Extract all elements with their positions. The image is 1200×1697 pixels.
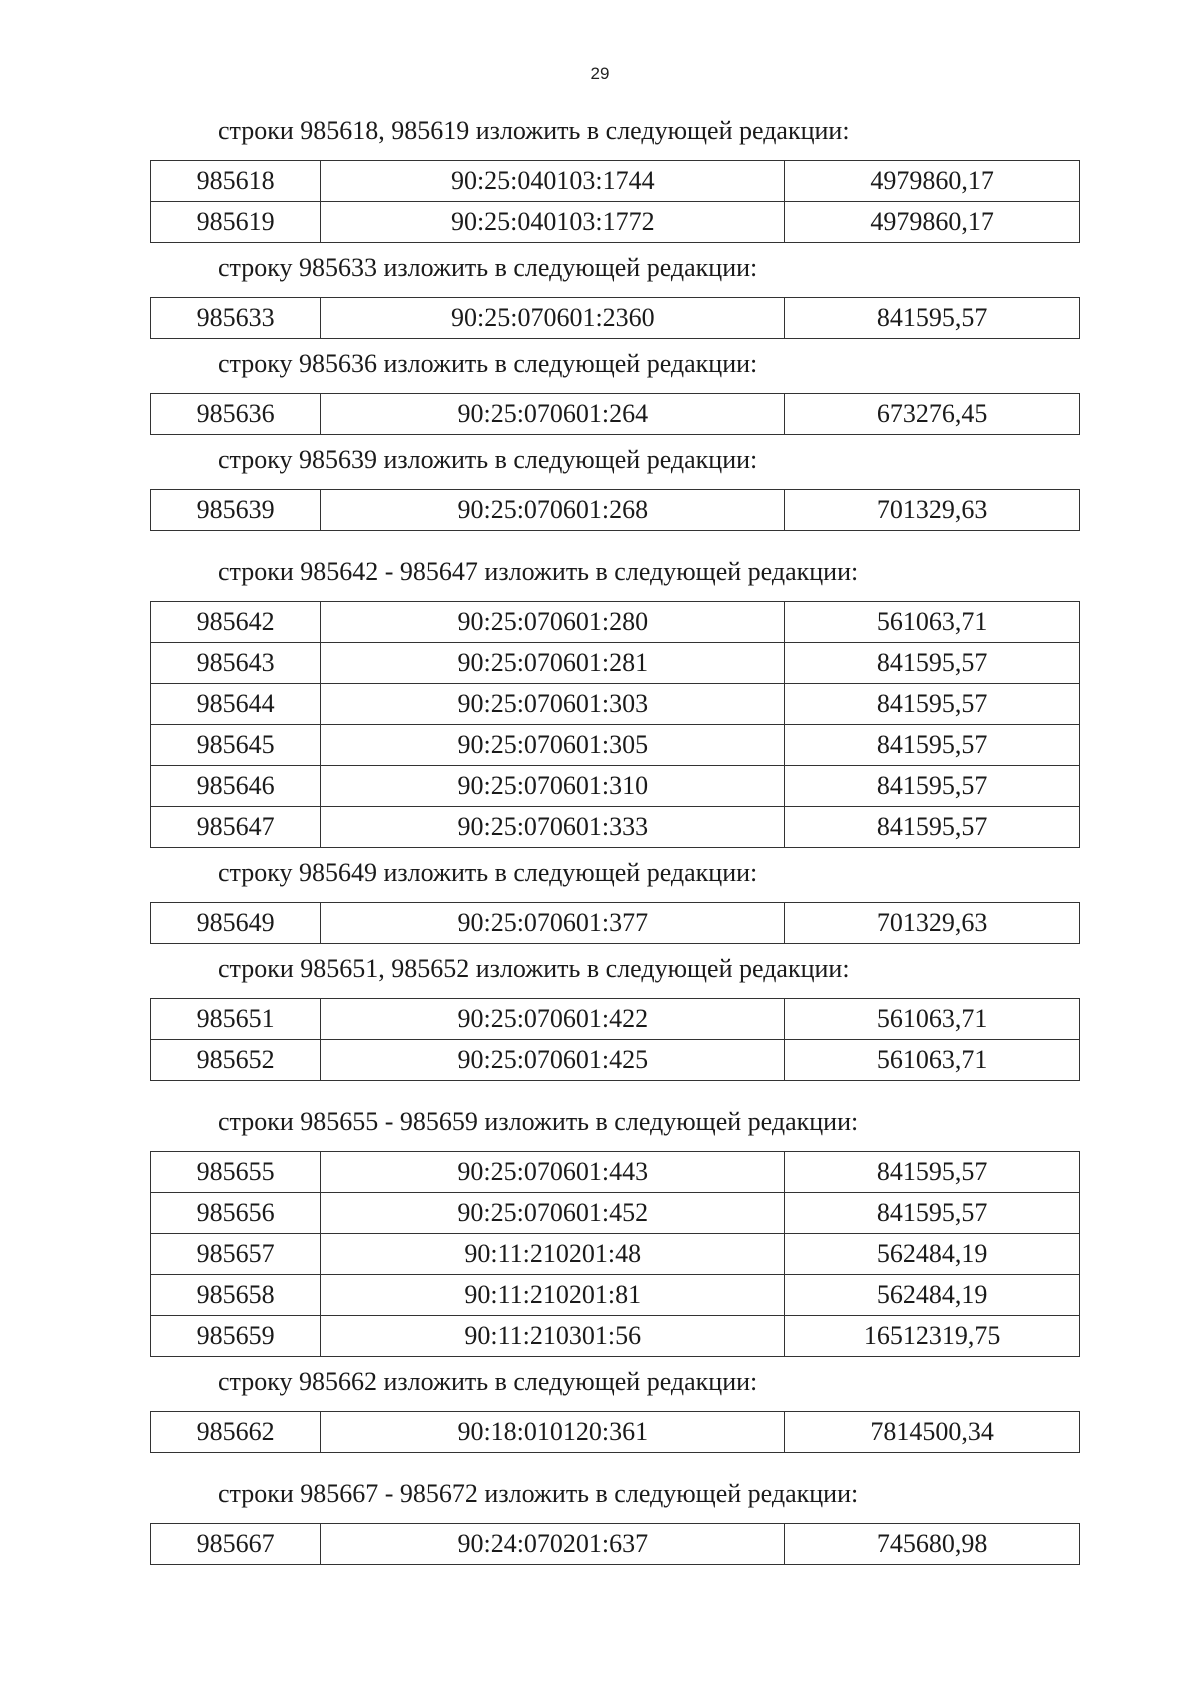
row-number-cell: 985647 — [151, 807, 321, 848]
cadastral-number-cell: 90:25:070601:280 — [321, 602, 785, 643]
amendment-section — [150, 954, 1080, 1081]
table-row — [151, 1412, 1080, 1453]
value-cell: 701329,63 — [785, 903, 1080, 944]
amendment-table — [150, 489, 1080, 531]
row-number-cell: 985646 — [151, 766, 321, 807]
amendment-section — [150, 858, 1080, 944]
table-row — [151, 1152, 1080, 1193]
row-number-cell: 985639 — [151, 490, 321, 531]
value-cell: 841595,57 — [785, 766, 1080, 807]
row-number-cell: 985642 — [151, 602, 321, 643]
section-heading: строку 985662 изложить в следующей редакции: — [218, 1367, 758, 1396]
row-number-cell: 985655 — [151, 1152, 321, 1193]
amendment-table — [150, 601, 1080, 848]
amendment-section — [150, 1367, 1080, 1453]
cadastral-number-cell: 90:25:040103:1744 — [321, 161, 785, 202]
cadastral-number-cell: 90:25:070601:281 — [321, 643, 785, 684]
value-cell: 7814500,34 — [785, 1412, 1080, 1453]
amendment-section — [150, 445, 1080, 531]
section-heading: строки 985651, 985652 изложить в следующей редакции: — [218, 954, 850, 983]
section-heading: строки 985618, 985619 изложить в следующей редакции: — [218, 116, 850, 145]
cadastral-number-cell: 90:25:070601:452 — [321, 1193, 785, 1234]
row-number-cell: 985656 — [151, 1193, 321, 1234]
table-row — [151, 643, 1080, 684]
cadastral-number-cell: 90:25:070601:303 — [321, 684, 785, 725]
amendment-table — [150, 393, 1080, 435]
table-row — [151, 766, 1080, 807]
row-number-cell: 985651 — [151, 999, 321, 1040]
value-cell: 841595,57 — [785, 298, 1080, 339]
value-cell: 562484,19 — [785, 1234, 1080, 1275]
cadastral-number-cell: 90:25:070601:443 — [321, 1152, 785, 1193]
table-row — [151, 725, 1080, 766]
cadastral-number-cell: 90:24:070201:637 — [321, 1524, 785, 1565]
table-row — [151, 903, 1080, 944]
amendment-table — [150, 160, 1080, 243]
value-cell: 4979860,17 — [785, 161, 1080, 202]
table-row — [151, 298, 1080, 339]
amendment-section — [150, 116, 1080, 243]
cadastral-number-cell: 90:25:070601:333 — [321, 807, 785, 848]
row-number-cell: 985659 — [151, 1316, 321, 1357]
table-row — [151, 202, 1080, 243]
table-row — [151, 1193, 1080, 1234]
row-number-cell: 985662 — [151, 1412, 321, 1453]
table-row — [151, 807, 1080, 848]
table-row — [151, 999, 1080, 1040]
amendment-section — [150, 1107, 1080, 1357]
row-number-cell: 985658 — [151, 1275, 321, 1316]
table-row — [151, 161, 1080, 202]
cadastral-number-cell: 90:11:210201:48 — [321, 1234, 785, 1275]
section-heading: строку 985639 изложить в следующей редакции: — [218, 445, 758, 474]
row-number-cell: 985657 — [151, 1234, 321, 1275]
table-row — [151, 490, 1080, 531]
section-heading: строку 985633 изложить в следующей редакции: — [218, 253, 758, 282]
section-heading: строку 985649 изложить в следующей редакции: — [218, 858, 758, 887]
document-body — [150, 116, 1080, 1575]
section-heading: строку 985636 изложить в следующей редакции: — [218, 349, 758, 378]
value-cell: 561063,71 — [785, 602, 1080, 643]
row-number-cell: 985649 — [151, 903, 321, 944]
value-cell: 841595,57 — [785, 725, 1080, 766]
value-cell: 841595,57 — [785, 643, 1080, 684]
row-number-cell: 985619 — [151, 202, 321, 243]
row-number-cell: 985645 — [151, 725, 321, 766]
cadastral-number-cell: 90:11:210201:81 — [321, 1275, 785, 1316]
cadastral-number-cell: 90:25:040103:1772 — [321, 202, 785, 243]
value-cell: 841595,57 — [785, 1152, 1080, 1193]
section-heading: строки 985655 - 985659 изложить в следующей редакции: — [218, 1107, 859, 1136]
value-cell: 561063,71 — [785, 1040, 1080, 1081]
cadastral-number-cell: 90:25:070601:310 — [321, 766, 785, 807]
row-number-cell: 985644 — [151, 684, 321, 725]
row-number-cell: 985667 — [151, 1524, 321, 1565]
value-cell: 4979860,17 — [785, 202, 1080, 243]
table-row — [151, 684, 1080, 725]
cadastral-number-cell: 90:25:070601:2360 — [321, 298, 785, 339]
value-cell: 841595,57 — [785, 1193, 1080, 1234]
value-cell: 841595,57 — [785, 684, 1080, 725]
cadastral-number-cell: 90:18:010120:361 — [321, 1412, 785, 1453]
value-cell: 562484,19 — [785, 1275, 1080, 1316]
section-heading: строки 985642 - 985647 изложить в следующей редакции: — [218, 557, 859, 586]
cadastral-number-cell: 90:25:070601:268 — [321, 490, 785, 531]
value-cell: 16512319,75 — [785, 1316, 1080, 1357]
amendment-table — [150, 1151, 1080, 1357]
table-row — [151, 1234, 1080, 1275]
cadastral-number-cell: 90:25:070601:377 — [321, 903, 785, 944]
row-number-cell: 985618 — [151, 161, 321, 202]
cadastral-number-cell: 90:11:210301:56 — [321, 1316, 785, 1357]
amendment-section — [150, 349, 1080, 435]
amendment-table — [150, 902, 1080, 944]
value-cell: 841595,57 — [785, 807, 1080, 848]
table-row — [151, 1316, 1080, 1357]
row-number-cell: 985636 — [151, 394, 321, 435]
amendment-table — [150, 1523, 1080, 1565]
table-row — [151, 1275, 1080, 1316]
amendment-table — [150, 297, 1080, 339]
table-row — [151, 1524, 1080, 1565]
value-cell: 701329,63 — [785, 490, 1080, 531]
page-number: 29 — [590, 64, 610, 83]
amendment-table — [150, 1411, 1080, 1453]
value-cell: 561063,71 — [785, 999, 1080, 1040]
table-row — [151, 394, 1080, 435]
value-cell: 673276,45 — [785, 394, 1080, 435]
table-row — [151, 1040, 1080, 1081]
table-row — [151, 602, 1080, 643]
amendment-section — [150, 1479, 1080, 1565]
row-number-cell: 985652 — [151, 1040, 321, 1081]
cadastral-number-cell: 90:25:070601:305 — [321, 725, 785, 766]
cadastral-number-cell: 90:25:070601:264 — [321, 394, 785, 435]
amendment-table — [150, 998, 1080, 1081]
amendment-section — [150, 253, 1080, 339]
row-number-cell: 985643 — [151, 643, 321, 684]
section-heading: строки 985667 - 985672 изложить в следующей редакции: — [218, 1479, 859, 1508]
cadastral-number-cell: 90:25:070601:422 — [321, 999, 785, 1040]
cadastral-number-cell: 90:25:070601:425 — [321, 1040, 785, 1081]
amendment-section — [150, 557, 1080, 848]
value-cell: 745680,98 — [785, 1524, 1080, 1565]
row-number-cell: 985633 — [151, 298, 321, 339]
